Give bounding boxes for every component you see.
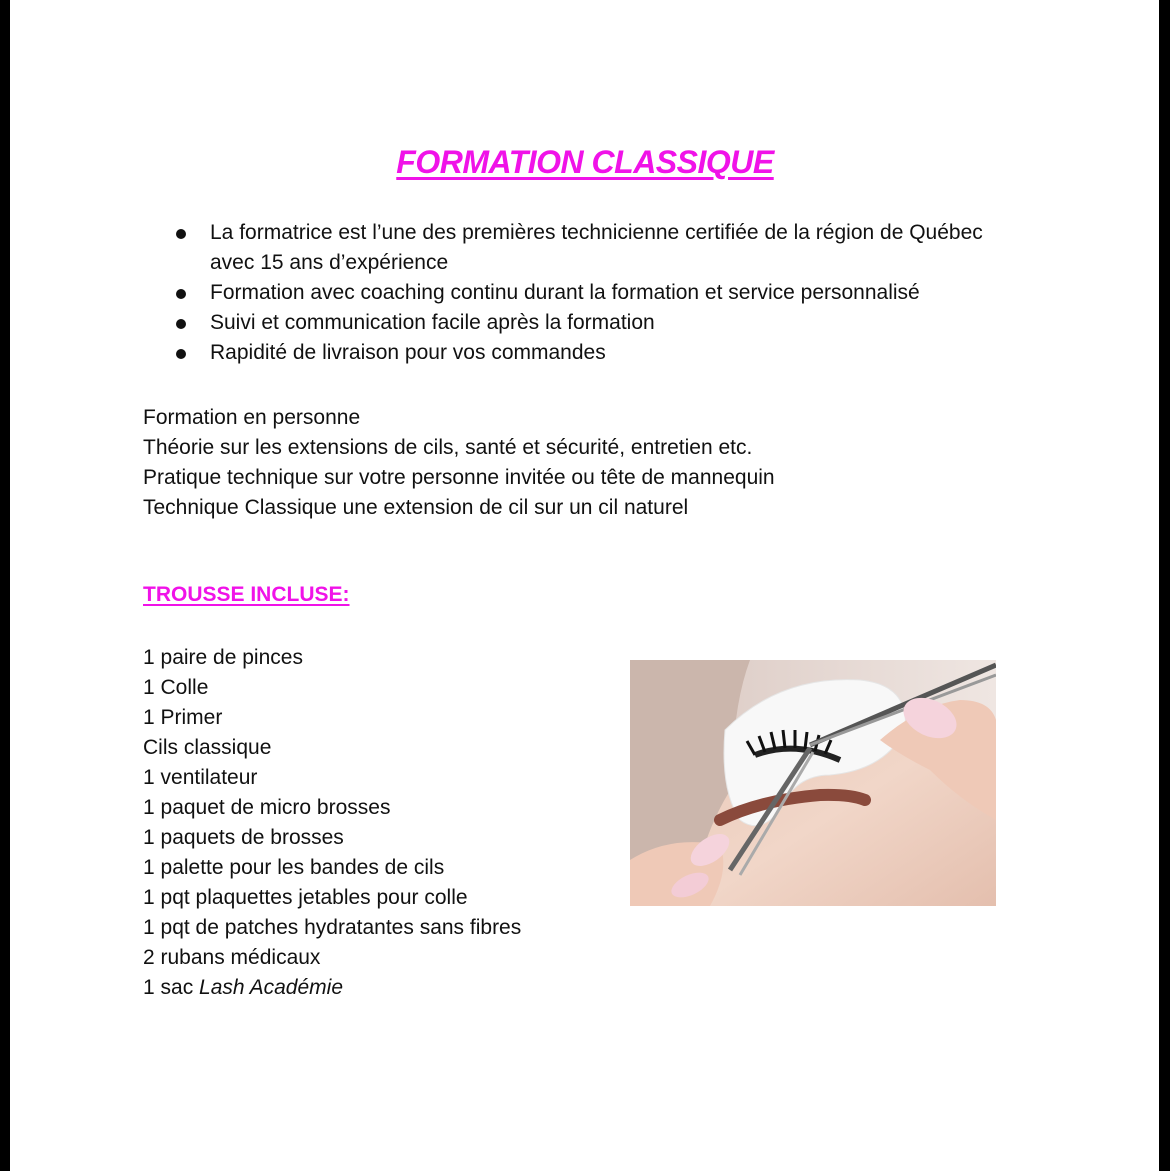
description-line: Pratique technique sur votre personne invitée ou tête de mannequin [143,466,775,489]
description-line: Théorie sur les extensions de cils, santé et sécurité, entretien etc. [143,436,753,459]
description-paragraph [143,403,1043,523]
kit-item: 1 paire de pinces [143,646,303,669]
lash-photo-illustration [630,660,996,906]
kit-item: 1 palette pour les bandes de cils [143,856,445,879]
document-page [10,0,1159,1171]
kit-item: 1 sac Lash Académie [143,976,344,999]
kit-item: 1 Primer [143,706,223,729]
kit-item: Cils classique [143,736,272,759]
brand-name: Lash Académie [199,976,344,999]
feature-item: La formatrice est l’une des premières technicienne certifiée de la région de Québec avec 15 ans d’expérience [210,218,1030,278]
bullet-dot [176,349,186,359]
kit-item: 1 pqt de patches hydratantes sans fibres [143,916,522,939]
kit-item: 1 pqt plaquettes jetables pour colle [143,886,468,909]
description-line: Formation en personne [143,406,361,429]
kit-list [143,643,603,1003]
feature-item: Suivi et communication facile après la formation [210,308,1030,338]
lash-extension-photo [630,660,996,906]
bullet-dot [176,319,186,329]
kit-item: 1 ventilateur [143,766,258,789]
description-line: Technique Classique une extension de cil sur un cil naturel [143,496,689,519]
feature-item: Rapidité de livraison pour vos commandes [210,338,1030,368]
page-title: FORMATION CLASSIQUE [396,144,774,180]
kit-item: 1 paquet de micro brosses [143,796,391,819]
kit-heading: TROUSSE INCLUSE: [143,583,350,606]
kit-item: 2 rubans médicaux [143,946,321,969]
features-list [210,218,1030,368]
feature-item: Formation avec coaching continu durant la formation et service personnalisé [210,278,1030,308]
bullet-dot [176,289,186,299]
kit-item: 1 paquets de brosses [143,826,344,849]
kit-item: 1 Colle [143,676,209,699]
bullet-dot [176,229,186,239]
